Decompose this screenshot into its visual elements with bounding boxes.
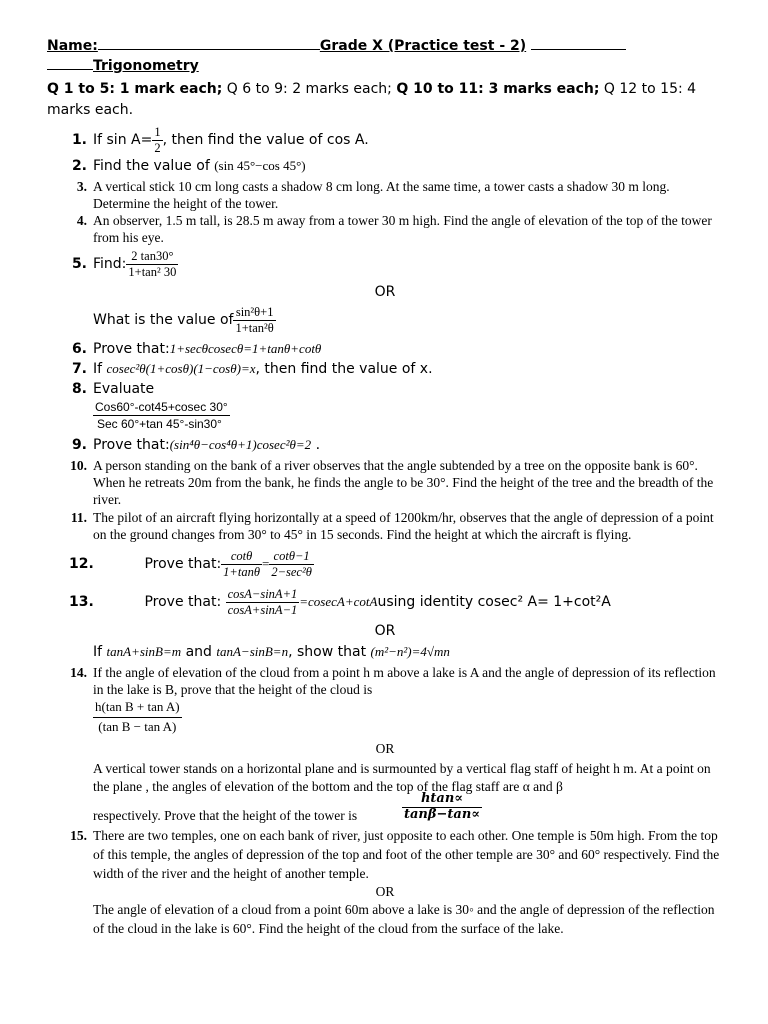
q5-alternative (47, 302, 723, 338)
q9-expression: (sin⁴θ−cos⁴θ+1)cosec²θ=2 (169, 437, 312, 452)
q14-alt-fraction: $\frac{htan\propto}{\tan\beta-\tan\propto}$ (404, 791, 481, 822)
q4-text: An observer, 1.5 m tall, is 28.5 m away from a tower 30 m high. Find the angle of elevation of the top of the tower from his eye. (93, 213, 712, 245)
question-number: 15. (70, 828, 87, 843)
q2-text: Find the value of (93, 158, 215, 174)
topic-title: Trigonometry (93, 58, 199, 74)
q8-text: Evaluate (93, 381, 155, 397)
q14-alternative (47, 760, 723, 796)
question-13 (47, 583, 723, 621)
marks-part2: Q 6 to 9: 2 marks each; (222, 81, 397, 97)
question-number: 5. (71, 256, 87, 272)
question-5 (47, 246, 723, 282)
question-2 (47, 155, 723, 177)
question-number: 4. (76, 213, 87, 228)
q8-fraction (93, 399, 230, 432)
marks-scheme (47, 79, 723, 121)
question-6 (47, 339, 723, 359)
q8-fraction-block (47, 399, 723, 433)
q14-text: If the angle of elevation of the cloud from a point h m above a lake is A and the angle of depression of its reflection in the lake is B, prove that the height of the cloud is (93, 665, 716, 697)
q14-alt-text: A vertical tower stands on a horizontal plane and is surmounted by a vertical flag staff of height h m. At a point on the plane , the angles of elevation of the bottom and the top of the flag staff are α and β (93, 761, 711, 794)
q1-fraction: $\frac{1}{2}$ (154, 125, 161, 155)
q15-alt-text: The angle of elevation of a cloud from a point 60m above a lake is 30◦ and the angle of depression of the reflection of the cloud in the lake is 60°. Find the height of the cloud from the surface of the lake. (93, 902, 715, 936)
q13-alternative: If tanA+sinB=m and tanA−sinB=n, show that (m²−n²)=4√mn (93, 644, 450, 660)
q1-text: If sin A= (93, 132, 153, 148)
question-7 (47, 359, 723, 379)
q6-text: Prove that: (93, 341, 170, 357)
q14-alt-text-end: respectively. Prove that the height of the tower is (93, 808, 358, 823)
header-line (47, 38, 723, 58)
name-blank (98, 49, 320, 50)
q8-numerator: Cos60°-cot45+cosec 30° (95, 400, 228, 414)
q14-alt-end (47, 791, 723, 826)
q1-text-end: , then find the value of cos A. (162, 132, 369, 148)
q7-expression: cosec²θ(1+cosθ)(1−cosθ)=x (106, 361, 256, 376)
q7-text-end: , then find the value of x. (255, 361, 433, 377)
name-label: Name: (47, 38, 98, 54)
q13-identity: using identity cosec² A= 1+cot²A (377, 594, 611, 610)
q5-fraction: $\frac{2 \tan 30^\circ}{\text{1+tan² 30}}$ (128, 249, 177, 279)
q15-alternative (47, 900, 723, 938)
question-number: 11. (70, 510, 87, 525)
marks-part4: Q 12 to 15: 4 marks each. (47, 81, 697, 118)
topic-blank (47, 69, 93, 70)
q3-text: A vertical stick 10 cm long casts a shadow 8 cm long. At the same time, a tower casts a shadow 30 m long. Determine the height of the tower. (93, 179, 670, 211)
q15-text: There are two temples, one on each bank of river, just opposite to each other. One temple is 50m high. From the top of this temple, the angles of depression of the top and foot of the other temple are 30° and 60° respectively. Find the width of the river and the height of another temple. (93, 828, 720, 881)
q14-fraction-block (47, 698, 723, 740)
q12-fraction-right: $\frac{\cot\theta-1}{\text{2−sec²θ}}$ (271, 549, 312, 579)
question-11 (47, 509, 723, 543)
question-8 (47, 379, 723, 399)
marks-part3: Q 10 to 11: 3 marks each; (396, 81, 600, 97)
q13-text: Prove that: (144, 594, 226, 610)
question-12: 12. Prove that: $\frac{\cot\theta}{1+\tan\theta}$ = $\frac{\cot\theta-1}{\text{2−sec²θ}}$ (47, 545, 723, 583)
q14-or: OR (375, 741, 395, 756)
grade-title: Grade X (Practice test - 2) (319, 38, 527, 54)
question-number: 14. (70, 665, 87, 680)
worksheet (47, 38, 723, 938)
question-4 (47, 212, 723, 246)
q13-or: OR (374, 623, 396, 639)
question-9: 9. Prove that:(sin⁴θ−cos⁴θ+1)cosec²θ=2 . (47, 433, 723, 457)
q10-text: A person standing on the bank of a river observes that the angle subtended by a tree on the opposite bank is 60°. When he retreats 20m from the bank, he finds the angle to be 30°. Find the height of the tree and the breadth of the river. (93, 458, 714, 507)
question-number: 6. (71, 341, 87, 357)
q13-rhs: =cosecA+cotA (299, 594, 378, 609)
q12-text: Prove that: (144, 556, 222, 572)
question-14 (47, 664, 723, 698)
grade-blank (531, 49, 626, 50)
question-3 (47, 178, 723, 212)
question-number: 3. (76, 179, 87, 194)
q8-denominator: Sec 60°+tan 45°-sin30° (97, 417, 222, 431)
question-number: 2. (71, 158, 87, 174)
marks-part1: Q 1 to 5: 1 mark each; (47, 81, 223, 97)
q14-fraction: $\frac{\text{h(tan B + tan A)}}{\text{(tan B − tan A)}}$ (95, 699, 180, 734)
question-15 (47, 826, 723, 883)
q13-fraction: $\frac{\cos A-\sin A+1}{\cos A+\sin A-1}$ (227, 587, 298, 617)
question-number: 9. (71, 437, 87, 453)
question-number: 1. (71, 132, 87, 148)
question-number: 10. (70, 458, 87, 473)
question-1 (47, 125, 723, 155)
q12-fraction-left: $\frac{\cot\theta}{1+\tan\theta}$ (223, 549, 260, 579)
question-number: 7. (71, 361, 87, 377)
q2-expression: (sin 45°−cos 45°) (214, 158, 306, 173)
question-number: 8. (71, 381, 87, 397)
question-10 (47, 457, 723, 508)
q7-text: If (93, 361, 107, 377)
q15-or: OR (375, 884, 395, 899)
q5-alt-fraction: $\frac{\text{sin²θ+1}}{\text{1+tan²θ}}$ (235, 305, 274, 335)
q5-alt-text: What is the value of (93, 312, 234, 328)
q6-expression: 1+secθcosecθ=1+tanθ+cotθ (169, 341, 322, 356)
q5-text: Find: (93, 256, 127, 272)
q5-or: OR (374, 284, 396, 300)
q11-text: The pilot of an aircraft flying horizontally at a speed of 1200km/hr, observes that the angle of depression of a point on the ground changes from 30° to 45° in 15 seconds. Find the height at which the aircraft is flying. (93, 510, 714, 542)
question-number: 13. (69, 594, 94, 610)
topic-line (47, 58, 723, 78)
question-number: 12. (69, 556, 94, 572)
q9-text: Prove that: (93, 437, 170, 453)
